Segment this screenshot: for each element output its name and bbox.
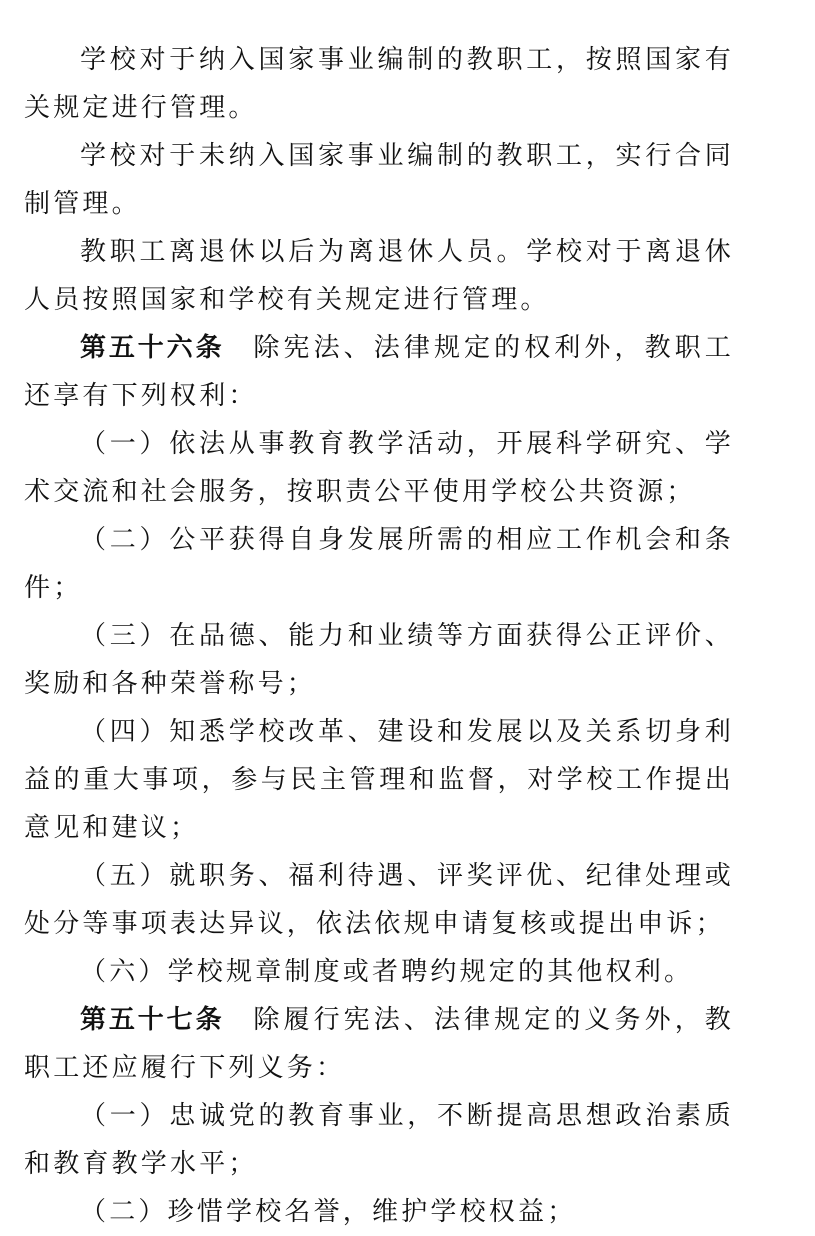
paragraph-staff-management: 学校对于纳入国家事业编制的教职工，按照国家有关规定进行管理。 — [24, 45, 734, 123]
right-item-5: （五）就职务、福利待遇、评奖评优、纪律处理或处分等事项表达异议，依法依规申请复核或提出申诉； — [24, 861, 734, 939]
article-57-heading: 第五十七条 — [80, 1005, 225, 1035]
right-item-3: （三）在品德、能力和业绩等方面获得公正评价、奖励和各种荣誉称号； — [24, 621, 734, 699]
article-56 — [24, 324, 734, 420]
document-page — [24, 36, 734, 1236]
duty-item-2: （二）珍惜学校名誉，维护学校权益； — [80, 1197, 577, 1227]
right-item-1: （一）依法从事教育教学活动，开展科学研究、学术交流和社会服务，按职责公平使用学校公共资源； — [24, 429, 734, 507]
paragraph-retired-staff: 教职工离退休以后为离退休人员。学校对于离退休人员按照国家和学校有关规定进行管理。 — [24, 237, 734, 315]
right-item-4: （四）知悉学校改革、建设和发展以及关系切身利益的重大事项，参与民主管理和监督，对学校工作提出意见和建议； — [24, 717, 734, 843]
right-item-6: （六）学校规章制度或者聘约规定的其他权利。 — [80, 957, 694, 987]
article-57-text: 除履行宪法、法律规定的义务外，教职工还应履行下列义务： — [24, 1005, 734, 1083]
article-56-text: 除宪法、法律规定的权利外，教职工还享有下列权利： — [24, 333, 734, 411]
article-56-heading: 第五十六条 — [80, 333, 225, 363]
paragraph-contract-management: 学校对于未纳入国家事业编制的教职工，实行合同制管理。 — [24, 141, 734, 219]
right-item-2: （二）公平获得自身发展所需的相应工作机会和条件； — [24, 525, 734, 603]
article-57 — [24, 996, 734, 1092]
duty-item-1: （一）忠诚党的教育事业，不断提高思想政治素质和教育教学水平； — [24, 1101, 734, 1179]
